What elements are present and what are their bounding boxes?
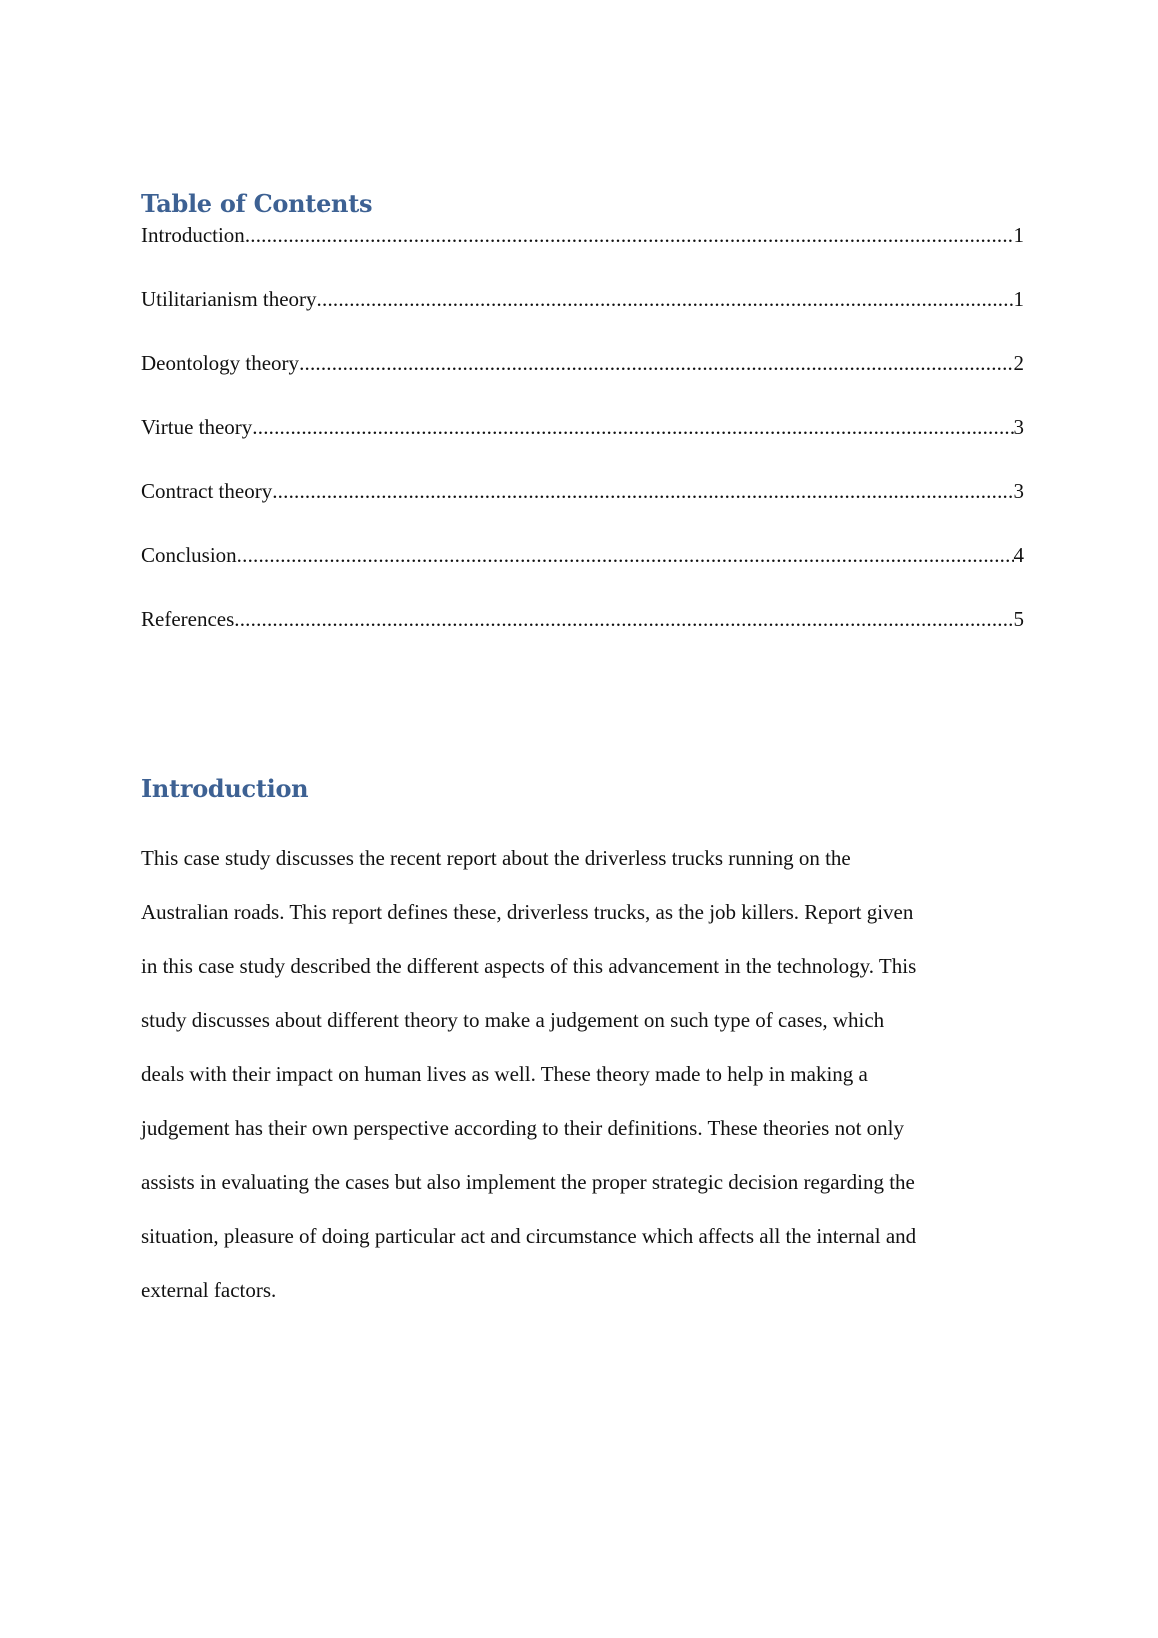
paragraph-line: study discusses about different theory to make a judgement on such type of cases, which bbox=[141, 1008, 885, 1032]
toc-entry-label: Virtue theory bbox=[141, 415, 253, 439]
toc-list bbox=[141, 222, 1024, 670]
toc-entry-label: Contract theory bbox=[141, 479, 273, 503]
toc-entry-virtue[interactable] bbox=[141, 414, 1024, 478]
section-heading-introduction: Introduction bbox=[141, 774, 309, 803]
toc-leader-dots bbox=[299, 350, 1013, 376]
paragraph-line: external factors. bbox=[141, 1278, 277, 1302]
toc-leader-dots bbox=[252, 414, 1013, 440]
toc-leader-dots bbox=[317, 286, 1014, 312]
toc-title: Table of Contents bbox=[141, 189, 373, 218]
toc-leader-dots bbox=[234, 606, 1013, 632]
toc-entry-utilitarianism[interactable] bbox=[141, 286, 1024, 350]
toc-entry-label: Deontology theory bbox=[141, 351, 300, 375]
paragraph-line: This case study discusses the recent report about the driverless trucks running on the bbox=[141, 846, 851, 870]
toc-entry-page: 2 bbox=[1013, 351, 1024, 375]
toc-entry-introduction[interactable] bbox=[141, 222, 1024, 286]
toc-leader-dots bbox=[245, 222, 1014, 248]
toc-entry-page: 1 bbox=[1013, 223, 1024, 247]
introduction-paragraph bbox=[141, 831, 1024, 1317]
toc-entry-page: 1 bbox=[1013, 287, 1024, 311]
paragraph-line: situation, pleasure of doing particular act and circumstance which affects all the internal and bbox=[141, 1224, 917, 1248]
toc-entry-page: 3 bbox=[1013, 415, 1024, 439]
toc-entry-deontology[interactable] bbox=[141, 350, 1024, 414]
toc-entry-label: Conclusion bbox=[141, 543, 237, 567]
paragraph-line: judgement has their own perspective according to their definitions. These theories not only bbox=[141, 1116, 904, 1140]
toc-entry-label: References bbox=[141, 607, 235, 631]
toc-leader-dots bbox=[237, 542, 1014, 568]
toc-entry-label: Introduction bbox=[141, 223, 245, 247]
toc-entry-contract[interactable] bbox=[141, 478, 1024, 542]
toc-entry-page: 4 bbox=[1013, 543, 1024, 567]
toc-entry-page: 3 bbox=[1013, 479, 1024, 503]
toc-entry-references[interactable] bbox=[141, 606, 1024, 670]
toc-leader-dots bbox=[272, 478, 1013, 504]
paragraph-line: assists in evaluating the cases but also implement the proper strategic decision regarding the bbox=[141, 1170, 915, 1194]
paragraph-line: Australian roads. This report defines these, driverless trucks, as the job killers. Report given bbox=[141, 900, 914, 924]
toc-entry-page: 5 bbox=[1013, 607, 1024, 631]
toc-entry-conclusion[interactable] bbox=[141, 542, 1024, 606]
paragraph-line: in this case study described the different aspects of this advancement in the technology. This bbox=[141, 954, 917, 978]
page-content bbox=[141, 186, 1024, 1302]
paragraph-line: deals with their impact on human lives as well. These theory made to help in making a bbox=[141, 1062, 868, 1086]
toc-entry-label: Utilitarianism theory bbox=[141, 287, 317, 311]
